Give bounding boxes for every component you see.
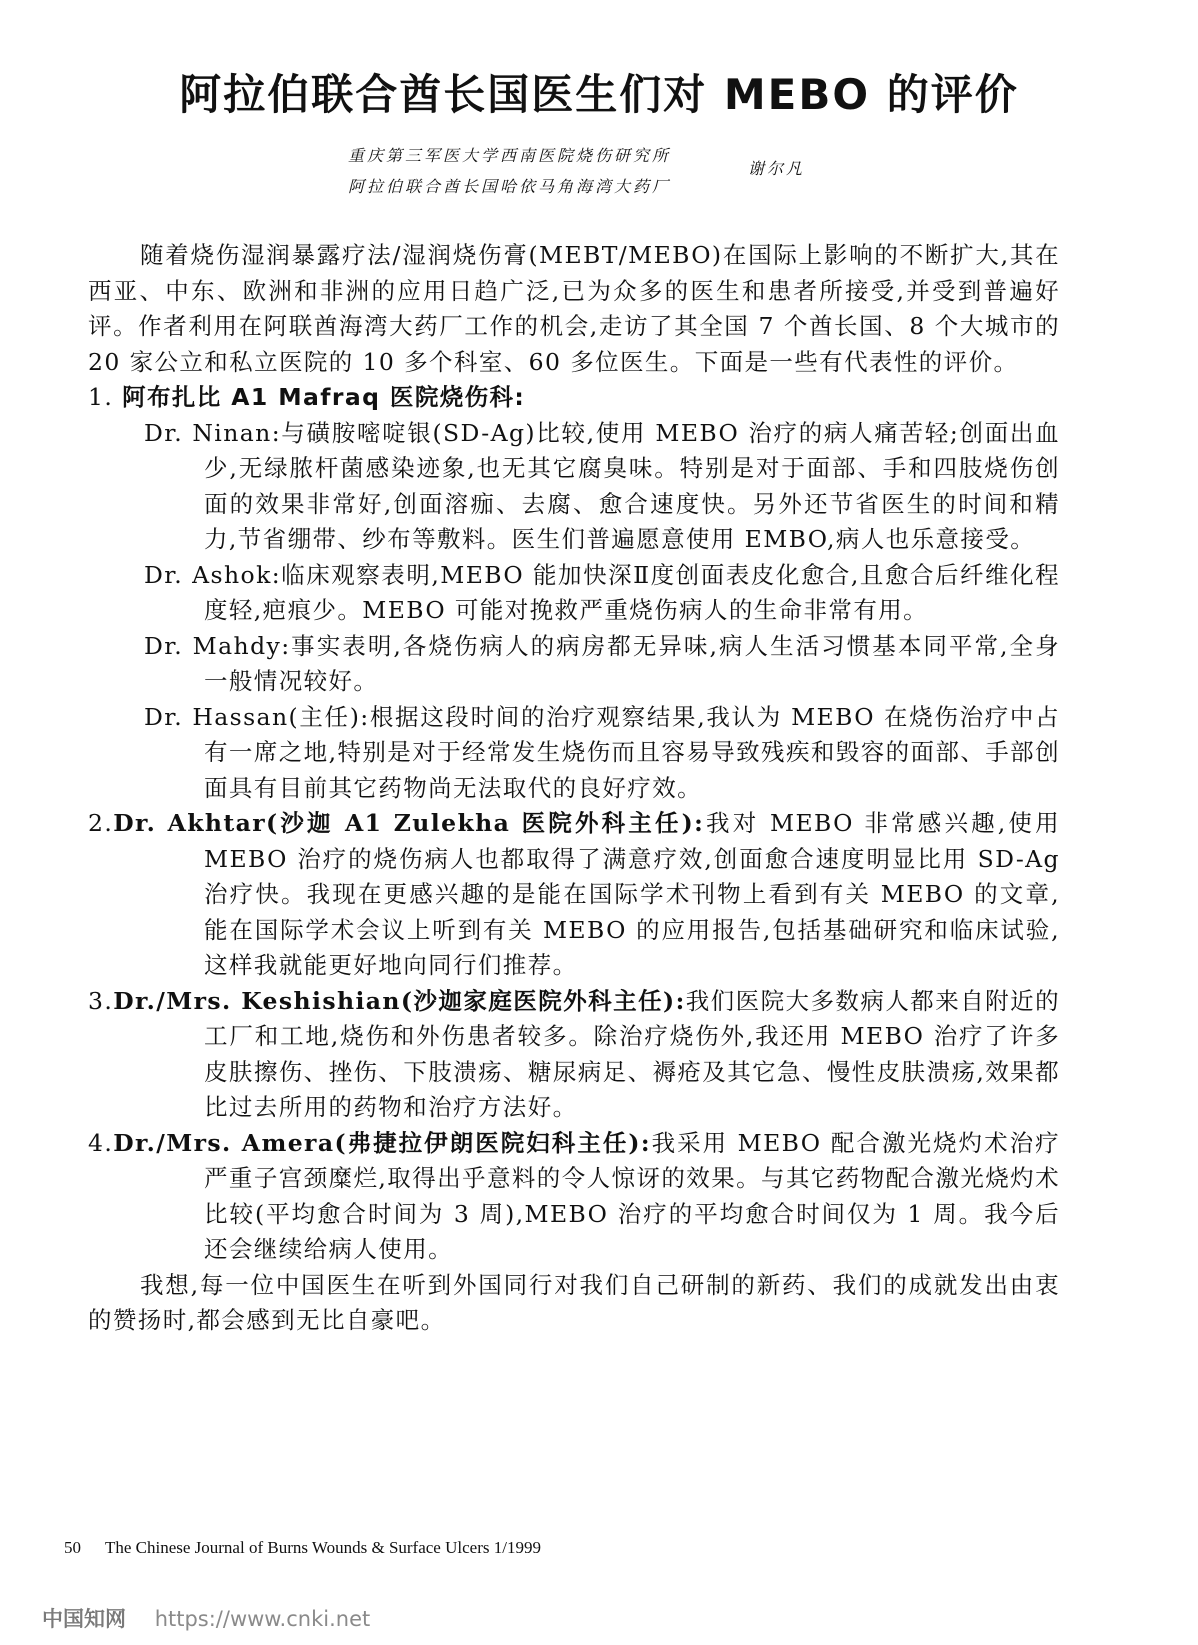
section-1-heading (88, 380, 1060, 416)
section-number: 4. (88, 1128, 114, 1157)
closing-paragraph: 我想,每一位中国医生在听到外国同行对我们自己研制的新药、我们的成就发出由衷的赞扬时,都会感到无比自豪吧。 (88, 1270, 1060, 1334)
doctor-text: 事实表明,各烧伤病人的病房都无异味,病人生活习惯基本同平常,全身一般情况较好。 (204, 631, 1060, 695)
section-title: Dr./Mrs. Keshishian(沙迦家庭医院外科主任): (113, 986, 686, 1015)
section-title: Dr./Mrs. Amera(弗捷拉伊朗医院妇科主任): (113, 1128, 651, 1157)
doctor-comment (88, 700, 1060, 807)
section-number: 3. (88, 986, 114, 1015)
section-text: 我对 MEBO 非常感兴趣,使用 MEBO 治疗的烧伤病人也都取得了满意疗效,创面愈合速度明显比用 SD-Ag 治疗快。我现在更感兴趣的是能在国际学术刊物上看到有关 MEBO 的文章,能在国际学术会议上听到有关 MEBO 的应用报告,包括基础研究和临床试验,这样我就能更好地向同行们推荐。 (204, 809, 1060, 979)
doctor-text: 与磺胺嘧啶银(SD-Ag)比较,使用 MEBO 治疗的病人痛苦轻;创面出血少,无绿脓杆菌感染迹象,也无其它腐臭味。特别是对于面部、手和四肢烧伤创面的效果非常好,创面溶痂、去腐、愈合速度快。另外还节省医生的时间和精力,节省绷带、纱布等敷料。医生们普遍愿意使用 EMBO,病人也乐意接受。 (204, 418, 1060, 553)
article-body (88, 238, 1060, 1339)
section-2 (88, 806, 1060, 984)
article-title: 阿拉伯联合酋长国医生们对 MEBO 的评价 (179, 70, 1019, 119)
cnki-url[interactable]: https://www.cnki.net (154, 1607, 371, 1631)
doctor-text: 临床观察表明,MEBO 能加快深Ⅱ度创面表皮化愈合,且愈合后纤维化程度轻,疤痕少。MEBO 可能对挽救严重烧伤病人的生命非常有用。 (204, 560, 1061, 624)
section-title: Dr. Akhtar(沙迦 A1 Zulekha 医院外科主任): (113, 809, 705, 837)
affiliation-line: 重庆第三军医大学西南医院烧伤研究所 (348, 146, 672, 165)
doctor-comment (88, 416, 1060, 558)
section-3 (88, 984, 1060, 1126)
section-number: 2. (88, 809, 114, 837)
section-4 (88, 1126, 1060, 1268)
page-number: 50 (64, 1538, 81, 1557)
doctor-name: Dr. Ninan: (144, 418, 282, 447)
doctor-comment (88, 629, 1060, 700)
section-text: 我们医院大多数病人都来自附近的工厂和工地,烧伤和外伤患者较多。除治疗烧伤外,我还用 MEBO 治疗了许多皮肤擦伤、挫伤、下肢溃疡、糖尿病足、褥疮及其它急、慢性皮肤溃疡,效果都比过去所用的药物和治疗方法好。 (204, 986, 1060, 1121)
section-title: 阿布扎比 A1 Mafraq 医院烧伤科: (122, 383, 526, 411)
author-name: 谢尔凡 (748, 159, 806, 178)
doctor-comment (88, 558, 1060, 629)
section-text: 我采用 MEBO 配合激光烧灼术治疗严重子宫颈糜烂,取得出乎意料的令人惊讶的效果。与其它药物配合激光烧灼术比较(平均愈合时间为 3 周),MEBO 治疗的平均愈合时间仅为 1 周。我今后还会继续给病人使用。 (204, 1128, 1061, 1263)
doctor-text: 根据这段时间的治疗观察结果,我认为 MEBO 在烧伤治疗中占有一席之地,特别是对于经常发生烧伤而且容易导致残疾和毁容的面部、手部创面具有目前其它药物尚无法取代的良好疗效。 (204, 702, 1060, 802)
journal-name: The Chinese Journal of Burns Wounds & Surface Ulcers 1/1999 (104, 1538, 541, 1557)
doctor-name: Dr. Ashok: (144, 560, 282, 589)
page-footer (64, 1538, 541, 1558)
section-number: 1. (88, 383, 114, 411)
intro-paragraph: 随着烧伤湿润暴露疗法/湿润烧伤膏(MEBT/MEBO)在国际上影响的不断扩大,其在西亚、中东、欧洲和非洲的应用日趋广泛,已为众多的医生和患者所接受,并受到普遍好评。作者利用在阿联酋海湾大药厂工作的机会,走访了其全国 7 个酋长国、8 个大城市的 20 家公立和私立医院的 10 多个科室、60 多位医生。下面是一些有代表性的评价。 (88, 241, 1060, 376)
cnki-watermark (42, 1603, 370, 1633)
doctor-name: Dr. Hassan(主任): (144, 702, 370, 731)
doctor-name: Dr. Mahdy: (144, 631, 291, 660)
cnki-logo: 中国知网 (42, 1607, 126, 1631)
affiliations (348, 140, 671, 202)
affiliation-line: 阿拉伯联合酋长国哈依马角海湾大药厂 (348, 177, 672, 196)
